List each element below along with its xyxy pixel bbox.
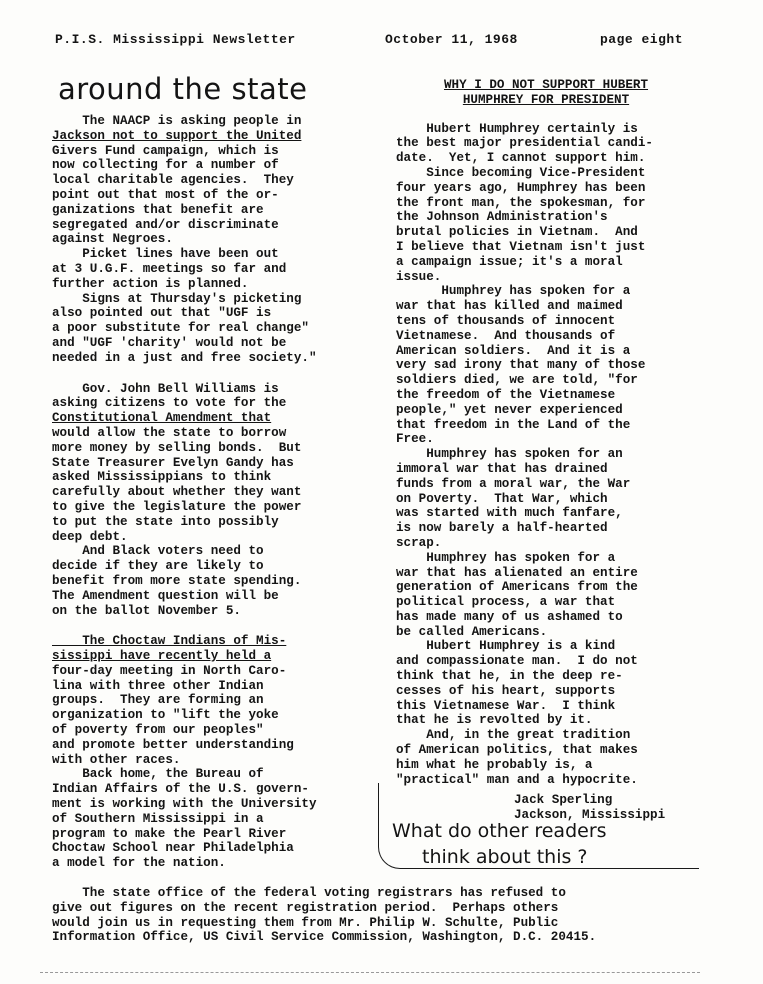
text-line: war that has alienated an entire (396, 565, 638, 580)
text-line: segregated and/or discriminate (52, 217, 279, 232)
text-line: scrap. (396, 535, 442, 550)
text-line: very sad irony that many of those (396, 358, 646, 373)
text-line: that freedom in the Land of the (396, 417, 631, 432)
text-line: now collecting for a number of (52, 158, 279, 173)
page-number: page eight (600, 32, 684, 47)
text-line: American soldiers. And it is a (396, 343, 631, 358)
handwritten-note (392, 818, 607, 870)
text-line: soldiers died, we are told, "for (396, 373, 638, 388)
text-line: the Johnson Administration's (396, 210, 608, 225)
text-line: The Choctaw Indians of Mis- (52, 634, 287, 649)
text-line: funds from a moral war, the War (396, 476, 631, 491)
text-line: Information Office, US Civil Service Commission, Washington, D.C. 20415. (52, 930, 597, 945)
text-line: the freedom of the Vietnamese (396, 387, 616, 402)
text-line: and promote better understanding (52, 737, 294, 752)
page-header (55, 32, 695, 52)
text-line: carefully about whether they want (52, 485, 302, 500)
text-line: benefit from more state spending. (52, 573, 302, 588)
text-line: the best major presidential candi- (396, 136, 653, 151)
text-line: point out that most of the or- (52, 187, 279, 202)
right-column (396, 78, 696, 823)
text-line: lina with three other Indian (52, 678, 264, 693)
text-line: people," yet never experienced (396, 402, 623, 417)
text-line: needed in a just and free society." (52, 350, 317, 365)
text-line: would allow the state to borrow (52, 425, 287, 440)
text-line: at 3 U.G.F. meetings so far and (52, 261, 287, 276)
text-line: brutal policies in Vietnam. And (396, 225, 638, 240)
text-line: is now barely a half-hearted (396, 521, 608, 536)
text-line: I believe that Vietnam isn't just (396, 239, 646, 254)
text-line: more money by selling bonds. But (52, 440, 302, 455)
issue-date: October 11, 1968 (385, 32, 518, 47)
handwritten-note-line: think about this ? (422, 846, 588, 868)
text-line: think that he, in the deep re- (396, 669, 623, 684)
text-line: a model for the nation. (52, 856, 226, 871)
text-line: give out figures on the recent registration period. Perhaps others (52, 900, 559, 915)
text-line: on Poverty. That War, which (396, 491, 608, 506)
text-line: Jackson not to support the United (52, 128, 302, 143)
text-line: and "UGF 'charity' would not be (52, 335, 287, 350)
text-line: of American politics, that makes (396, 743, 638, 758)
text-line: the front man, the spokesman, for (396, 195, 646, 210)
text-line: a campaign issue; it's a moral (396, 254, 623, 269)
text-line: Since becoming Vice-President (396, 165, 646, 180)
text-line: to give the legislature the power (52, 499, 302, 514)
humphrey-article-body (396, 122, 696, 788)
left-column (52, 114, 382, 871)
page-bottom-rule (40, 972, 700, 973)
text-line: Indian Affairs of the U.S. govern- (52, 782, 309, 797)
text-line: generation of Americans from the (396, 580, 638, 595)
choctaw-article (52, 634, 382, 871)
text-line: The NAACP is asking people in (52, 114, 302, 128)
text-line: issue. (396, 269, 442, 284)
text-line: Givers Fund campaign, which is (52, 143, 279, 158)
section-title: around the state (58, 72, 308, 106)
text-line: And Black voters need to (52, 544, 264, 559)
handwritten-note-line: What do other readers (392, 820, 607, 842)
text-line: was started with much fanfare, (396, 506, 623, 521)
text-line: Back home, the Bureau of (52, 767, 264, 782)
text-line: Humphrey has spoken for a (396, 550, 616, 565)
text-line: be called Americans. (396, 624, 548, 639)
text-line: would join us in requesting them from Mr. Philip W. Schulte, Public (52, 915, 559, 930)
text-line: Free. (396, 432, 434, 447)
newsletter-name: P.I.S. Mississippi Newsletter (55, 32, 296, 47)
text-line: decide if they are likely to (52, 559, 264, 574)
text-line: organization to "lift the yoke (52, 708, 279, 723)
text-line: to put the state into possibly (52, 514, 279, 529)
text-line: political process, a war that (396, 595, 616, 610)
text-line: also pointed out that "UGF is (52, 306, 272, 321)
text-line: The Amendment question will be (52, 588, 279, 603)
text-line: "practical" man and a hypocrite. (396, 772, 638, 787)
text-line: that he is revolted by it. (396, 713, 593, 728)
naacp-article (52, 114, 382, 366)
text-line: with other races. (52, 752, 181, 767)
text-line: asked Mississippians to think (52, 470, 272, 485)
text-line: local charitable agencies. They (52, 173, 294, 188)
text-line: The state office of the federal voting registrars has refused to (52, 886, 566, 900)
text-line: on the ballot November 5. (52, 603, 241, 618)
text-line: Hubert Humphrey is a kind (396, 639, 616, 654)
footer-notice (52, 886, 732, 945)
text-line: Vietnamese. And thousands of (396, 328, 616, 343)
signature-name: Jack Sperling (514, 793, 613, 808)
text-line: groups. They are forming an (52, 693, 264, 708)
text-line: deep debt. (52, 529, 128, 544)
text-line: Choctaw School near Philadelphia (52, 841, 294, 856)
text-line: four years ago, Humphrey has been (396, 180, 646, 195)
text-line: immoral war that has drained (396, 461, 608, 476)
text-line: Humphrey has spoken for an (396, 447, 623, 462)
text-line: And, in the great tradition (396, 728, 631, 743)
text-line: him what he probably is, a (396, 757, 593, 772)
text-line: Gov. John Bell Williams is (52, 381, 279, 396)
text-line: Hubert Humphrey certainly is (396, 121, 638, 136)
text-line: date. Yet, I cannot support him. (396, 151, 646, 166)
text-line: asking citizens to vote for the (52, 396, 287, 411)
text-line: State Treasurer Evelyn Gandy has (52, 455, 294, 470)
signature-place: Jackson, Mississippi (514, 808, 666, 823)
text-line: of Southern Mississippi in a (52, 811, 264, 826)
text-line: further action is planned. (52, 276, 249, 291)
text-line: tens of thousands of innocent (396, 313, 616, 328)
text-line: has made many of us ashamed to (396, 609, 623, 624)
text-line: ment is working with the University (52, 797, 317, 812)
text-line: Picket lines have been out (52, 247, 279, 262)
text-line: war that has killed and maimed (396, 299, 623, 314)
text-line: against Negroes. (52, 232, 173, 247)
article-title-line: WHY I DO NOT SUPPORT HUBERT (443, 78, 649, 92)
text-line: and compassionate man. I do not (396, 654, 638, 669)
text-line: Constitutional Amendment that (52, 411, 272, 426)
text-line: four-day meeting in North Caro- (52, 663, 287, 678)
text-line: Signs at Thursday's picketing (52, 291, 302, 306)
article-title (396, 78, 696, 108)
text-line: sissippi have recently held a (52, 649, 272, 664)
article-title-line: HUMPHREY FOR PRESIDENT (462, 92, 630, 107)
text-line: of poverty from our peoples" (52, 723, 264, 738)
text-line: cesses of his heart, supports (396, 683, 616, 698)
text-line: this Vietnamese War. I think (396, 698, 616, 713)
text-line: Humphrey has spoken for a (396, 284, 631, 299)
amendment-article (52, 382, 382, 619)
text-line: ganizations that benefit are (52, 202, 264, 217)
text-line: program to make the Pearl River (52, 826, 287, 841)
text-line: a poor substitute for real change" (52, 321, 309, 336)
